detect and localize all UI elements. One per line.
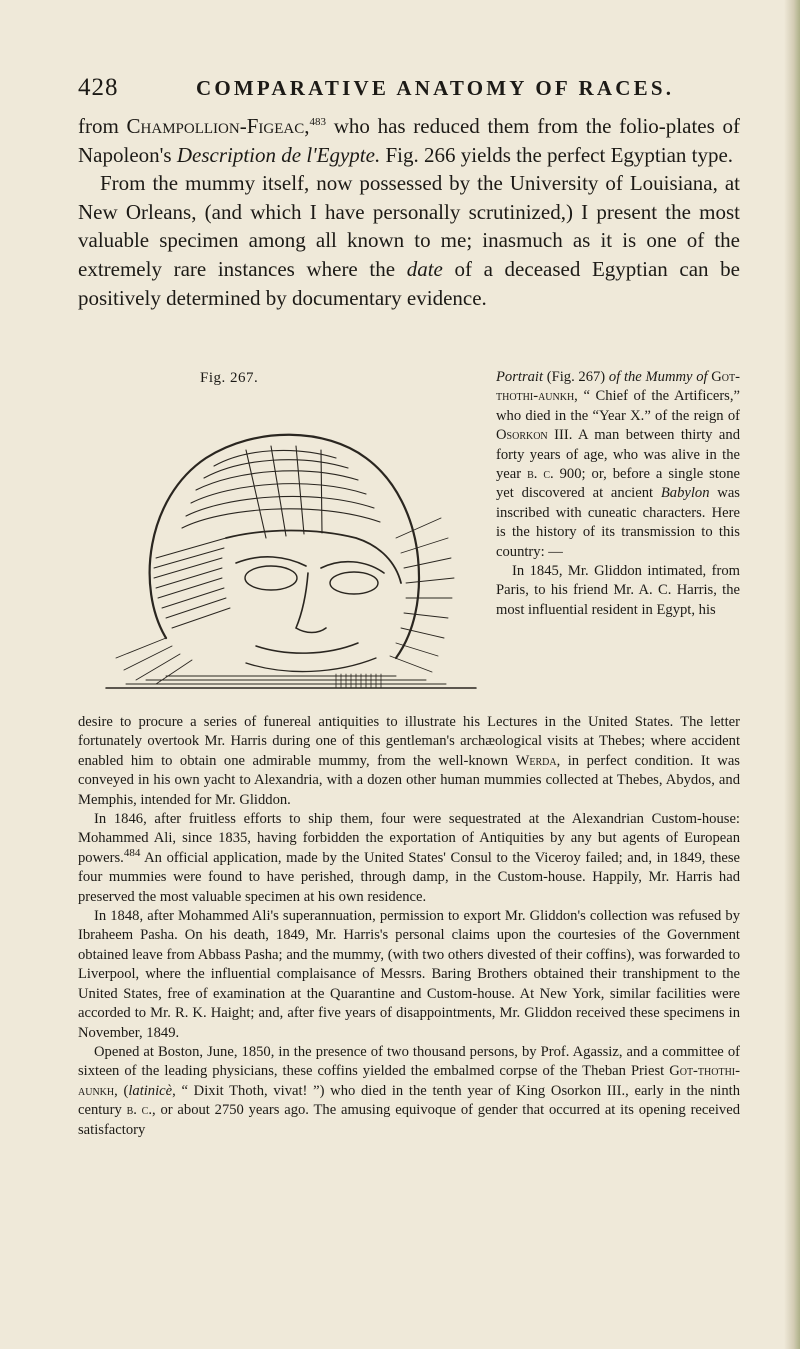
page-edge-shadow (784, 0, 800, 1349)
body-paragraph-3: In 1848, after Mohammed Ali's superannuation, permission to export Mr. Gliddon's collection was refused by Ibraheem Pasha. On his death, 1849, Mr. Harris's personal claims upon the courtesies of the Government obtained leave from Abbass Pasha; and the mummy, (with two others divested of their coffins), was forwarded to Liverpool, where the influential complaisance of Messrs. Baring Brothers obtained their transhipment to the United States, free of examination at the Quarantine and Custom-house. At New York, similar facilities were accorded to Mr. R. K. Haight; and, after five years of disappointments, Mr. Gliddon received these specimens in November, 1849. (78, 908, 740, 1041)
emphasis: of the Mummy of (608, 369, 708, 385)
era-abbrev: b. c. (126, 1102, 153, 1119)
text-run: who has reduced them from the folio-plates of Napoleon's (78, 114, 740, 167)
text-run: , ( (114, 1082, 129, 1099)
text-run: from (78, 114, 127, 138)
book-title: Description de l'Egypte. (176, 142, 381, 167)
king-name: Osorkon (496, 427, 548, 444)
text-run: of a deceased Egyptian can be positively determined by documentary evidence. (78, 256, 740, 310)
mummy-name: Got-thothi-aunkh (78, 1063, 740, 1099)
text-run: , “ Dixit Thoth, vivat! ”) who died in the tenth year of King Osorkon III., early in the ninth century (78, 1082, 740, 1119)
emphasis: latinicè (128, 1082, 173, 1099)
body-paragraph-2 (78, 810, 740, 907)
text-run: , or about 2750 years ago. The amusing equivoque of gender that occurred at its opening received satisfactory (78, 1102, 740, 1138)
text-run: Opened at Boston, June, 1850, in the presence of two thousand persons, by Prof. Agassiz, and a committee of sixteen of the leading physicians, these coffins yielded the embalmed corpse of the Theban Priest (78, 1043, 740, 1080)
figure-caption (496, 368, 740, 620)
text-run: “ Chief of the Artificers,” who died in the “Year X.” of the reign of (496, 388, 740, 424)
text-run: In 1846, after fruitless efforts to ship them, four were sequestrated at the Alexandrian Custom-house: Mohammed Ali, since 1835, having forbidden the exportation of Antiquities by any but agents of European powers. (78, 811, 740, 866)
text-run: Fig. 266 yields the perfect Egyptian type. (380, 142, 734, 167)
page-header (78, 74, 738, 108)
intro-paragraph-2 (78, 169, 740, 312)
text-run: was inscribed with cuneatic characters. Here is the history of its transmission to this country: — (496, 485, 740, 560)
text-run: From the mummy itself, now possessed by the University of Louisiana, at New Orleans, (and which I have personally scrutinized,) I present the most valuable specimen among all known to me; inasmuch as it is one of the extremely rare instances where the (78, 171, 740, 281)
mummy-name: Got-thothi-aunkh, (496, 369, 740, 405)
body-text (78, 713, 740, 1140)
era-abbrev: b. c. (527, 466, 554, 483)
text-run: An official application, made by the United States' Consul to the Viceroy failed; and, in 1849, these four mummies were found to have perished, through damp, in the Custom-house. Happily, Mr. Harris had preserved the most valuable specimen at his own residence. (78, 849, 740, 905)
figure-label: Fig. 267. (200, 370, 259, 386)
emphasis: Babylon (660, 485, 710, 502)
text-run: (Fig. 267) (543, 369, 609, 385)
text-run: desire to procure a series of funereal antiquities to illustrate his Lectures in the United States. The letter fortunately overtook Mr. Harris during one of this gentleman's archæological visits at Thebes; where accident enabled him to obtain one admirable mummy, from the well-known (78, 714, 740, 769)
body-paragraph-1 (78, 713, 740, 810)
text-run: 900; or, before a single stone yet discovered at ancient (496, 466, 740, 502)
caption-paragraph-2: In 1845, Mr. Gliddon intimated, from Paris, to his friend Mr. A. C. Harris, the most influential resident in Egypt, his (496, 563, 740, 618)
body-paragraph-4 (78, 1043, 740, 1140)
footnote-ref: 484 (123, 846, 141, 859)
caption-paragraph-1 (496, 368, 740, 562)
footnote-ref: 483 (309, 116, 326, 128)
emphasis: date (406, 256, 443, 281)
author-name: Champollion-Figeac (126, 114, 305, 138)
intro-paragraph-1: from Champollion-Figeac,$^{483}$ who has reduced them from the folio-plates of Napoleon's Description de l'Egypte. Fig. 266 yields the perfect Egyptian type. (78, 114, 740, 167)
emphasis: Portrait (496, 369, 544, 385)
place-name: Werda (515, 752, 557, 769)
figure-267 (96, 388, 486, 710)
text-run: , in perfect condition. It was conveyed in his own yacht to Alexandria, with a dozen other human mummies collected at Thebes, Abydos, and Memphis, intended for Mr. Gliddon. (78, 752, 740, 808)
intro-text (78, 112, 740, 312)
running-head: COMPARATIVE ANATOMY OF RACES. (196, 76, 675, 100)
mummy-head-engraving-icon (96, 388, 486, 710)
text-run: III. A man between thirty and forty years of age, who was alive in the year (496, 427, 740, 483)
page-number: 428 (78, 74, 119, 101)
